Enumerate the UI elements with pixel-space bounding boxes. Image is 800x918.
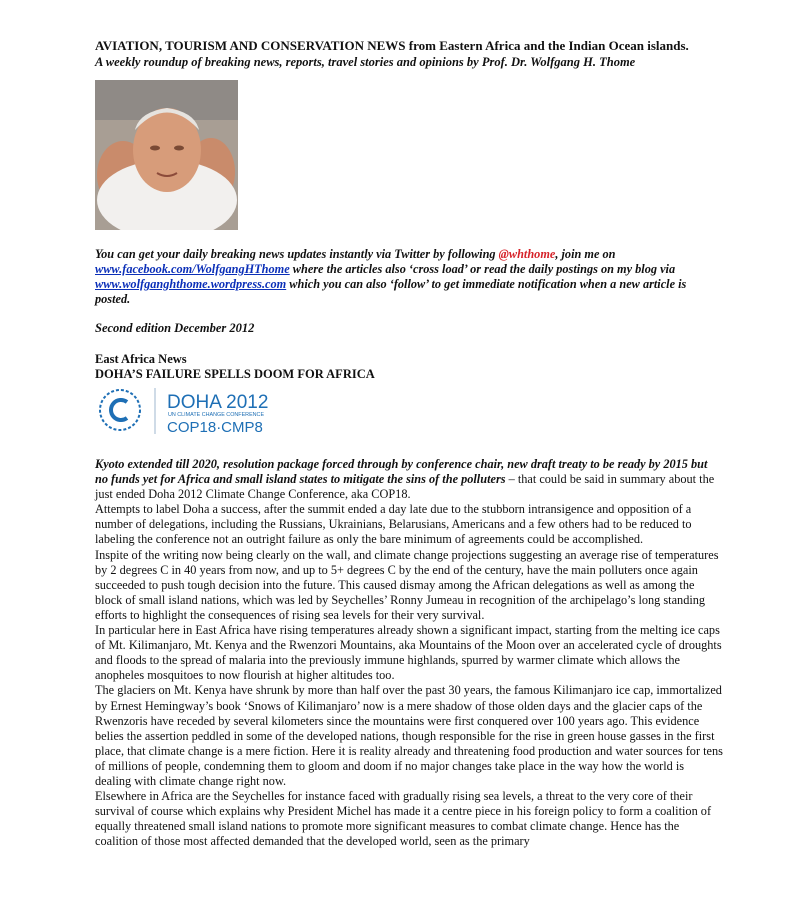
follow-links-paragraph (95, 247, 715, 307)
article-paragraph: Inspite of the writing now being clearly on the wall, and climate change projections suggesting an average rise of temperatures by 2 degrees C in 40 years from now, and up to 5+ degrees C by the end of the century, have the main polluters once again succeeded to push tough decision into the future. This caused dismay among the African delegations as well as among the block of small island nations, which was led by Seychelles’ Ronny Jumeau in recognition of the archipelago’s long standing efforts to highlight the consequences of rising sea levels for their very survival. (95, 547, 719, 622)
newsletter-title: AVIATION, TOURISM AND CONSERVATION NEWS from Eastern Africa and the Indian Ocean islands. (95, 38, 689, 53)
newsletter-subtitle: A weekly roundup of breaking news, reports, travel stories and opinions by Prof. Dr. Wolfgang H. Thome (95, 55, 636, 69)
lede-paragraph (95, 457, 723, 502)
lede-continuation: – that could be said in summary about the just ended Doha 2012 Climate Change Conference, aka COP18. (95, 472, 715, 502)
blog-link[interactable]: www.wolfganghthome.wordpress.com (95, 277, 287, 291)
edition-label: Second edition December 2012 (95, 321, 255, 335)
article-headline: DOHA’S FAILURE SPELLS DOOM FOR AFRICA (95, 367, 375, 381)
section-heading: East Africa News (95, 352, 187, 366)
author-photo (95, 80, 238, 230)
logo-line-2: UN CLIMATE CHANGE CONFERENCE (168, 412, 265, 418)
facebook-link[interactable]: www.facebook.com/WolfgangHThome (95, 262, 290, 276)
article-paragraph: In particular here in East Africa have rising temperatures already shown a significant impact, starting from the melting ice caps of Mt. Kilimanjaro, Mt. Kenya and the Rwenzori Mountains, aka Mountains of the Moon over an accelerated cycle of droughts and floods to the spread of malaria into the previously immune highlands, spurred by warmer climate which allows the anopheles mosquitoes to now flourish at higher altitudes too. (95, 623, 722, 683)
doha-cop18-logo (95, 384, 295, 440)
article-body (95, 457, 723, 849)
lede-summary: Kyoto extended till 2020, resolution package forced through by conference chair, new draft treaty to be ready by 2015 but no funds yet for Africa and small island states to mitigate the sins of the polluters (95, 457, 708, 487)
follow-text: You can get your daily breaking news updates instantly via Twitter by following (95, 247, 499, 261)
logo-line-1: DOHA 2012 (167, 392, 269, 413)
logo-line-3: COP18·CMP8 (167, 419, 263, 436)
follow-text: , join me on (555, 247, 616, 261)
article-paragraph: The glaciers on Mt. Kenya have shrunk by more than half over the past 30 years, the famous Kilimanjaro ice cap, immortalized by Ernest Hemingway’s book ‘Snows of Kilimanjaro’ now is a mere shadow of those olden days and the glacier caps of the Rwenzoris have receded by several kilometers since the mountains were first conquered over 100 years ago. This evidence belies the assertion peddled in some of the developed nations, though responsible for the rise in green house gasses in the first place, that climate change is a mere fiction. Here it is reality already and threatening food production and water sources for tens of millions of people, condemning them to gloom and doom if no major changes take place in the way how the world is dealing with climate change right now. (95, 683, 723, 788)
follow-text: which you can also ‘follow’ to get immediate notification when a new article is posted. (95, 277, 687, 306)
article-paragraph: Elsewhere in Africa are the Seychelles for instance faced with gradually rising sea levels, a threat to the very core of their survival of course which explains why President Michel has made it a centre piece in his foreign policy to form a coalition of equally threatened small island nations to promote more significant measures to combat climate change. Hence has the coalition of those most affected demanded that the developed world, seen as the primary (95, 789, 712, 849)
twitter-handle-link[interactable]: @whthome (498, 247, 556, 261)
article-paragraph: Attempts to label Doha a success, after the summit ended a day late due to the stubborn intransigence and opposition of a number of delegations, including the Russians, Ukrainians, Belarusians, Americans and a few others had to be reduced to labeling the conference not an outright failure as only the bare minimum of agreements could be accomplished. (95, 502, 692, 547)
follow-text: where the articles also ‘cross load’ or read the daily postings on my blog via (289, 262, 676, 276)
